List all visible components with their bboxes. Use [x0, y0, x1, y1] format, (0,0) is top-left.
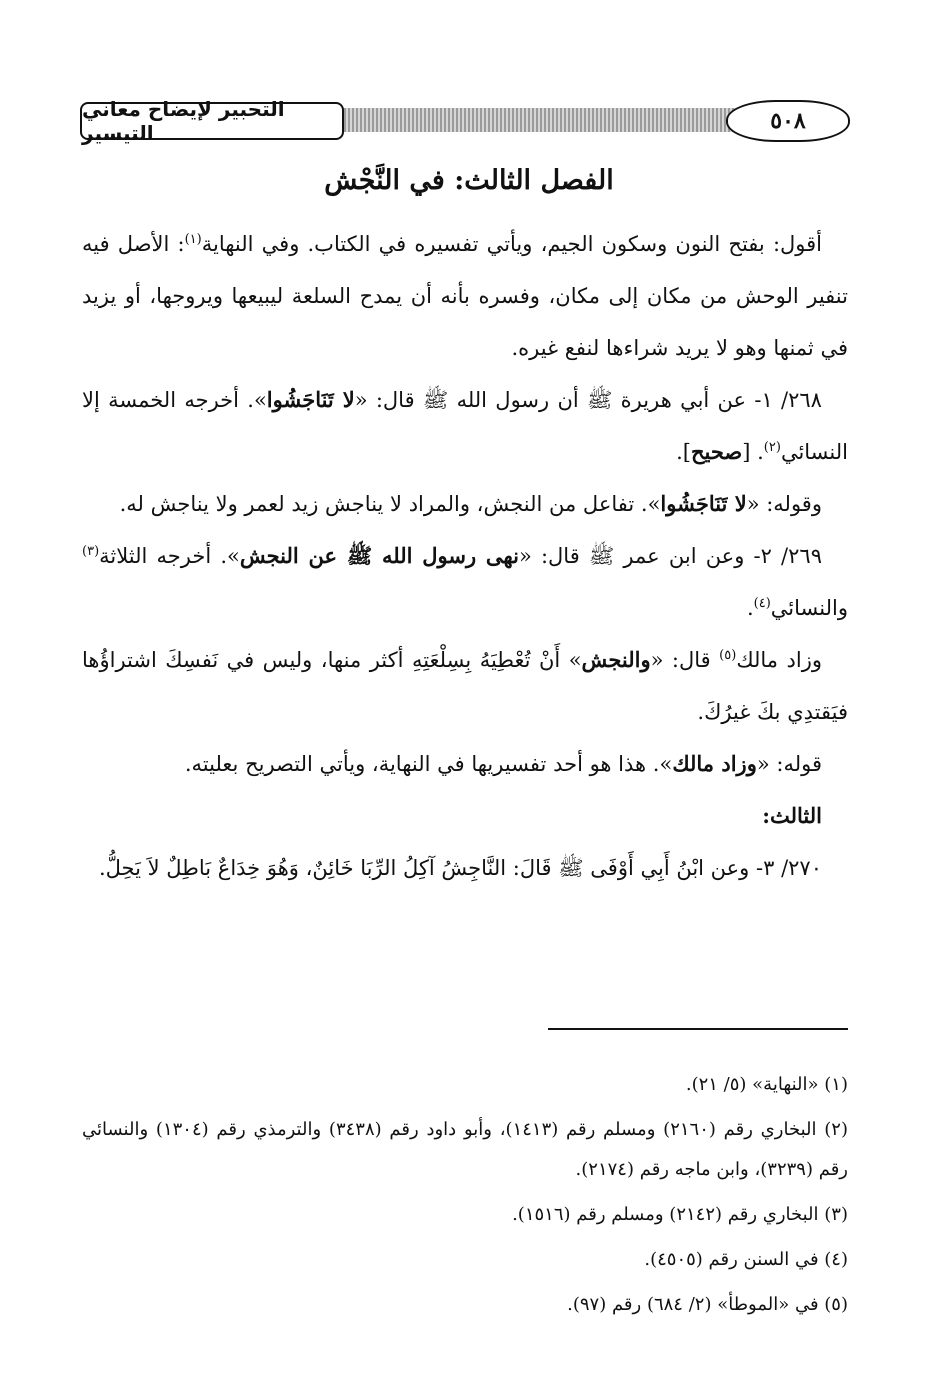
page-number: ٥٠٨ — [726, 100, 850, 142]
footnote: (٤) في السنن رقم (٤٥٠٥). — [644, 1249, 848, 1270]
hadith-grade: صحيح — [690, 439, 743, 464]
text: وقوله: « — [746, 492, 822, 516]
text: ». تفاعل من النجش، والمراد لا يناجش زيد لعمر ولا يناجش له. — [119, 492, 661, 516]
page-header — [80, 97, 850, 145]
footnote: (٥) في «الموطأ» (٢/ ٦٨٤) رقم (٩٧). — [567, 1294, 848, 1315]
hadith-270: ٢٧٠/ ٣- وعن ابْنُ أَبِي أَوْفَى ﷺ قَالَ: النَّاجِشُ آكِلُ الرِّبَا خَائِنٌ، وَهُوَ خِدَاعٌ بَاطِلٌ لاَ يَحِلُّ. — [98, 856, 822, 880]
text: ٢٦٨/ ١- عن أبي هريرة ﷺ أن رسول الله ﷺ قال: « — [354, 388, 822, 412]
text: قوله: « — [756, 752, 822, 776]
main-text — [82, 218, 848, 894]
footnote-divider — [548, 1028, 848, 1030]
text: والنسائي — [770, 596, 848, 620]
book-title: التحبير لإيضاح معاني التيسير — [80, 102, 344, 140]
hadith-quote: لا تَنَاجَشُوا — [266, 387, 355, 412]
paragraph-commentary-2 — [82, 738, 848, 790]
text: ». أخرجه الثلاثة — [99, 544, 240, 568]
footnotes — [82, 1065, 848, 1330]
text: ». أخرجه الخمسة إلا النسائي — [82, 388, 848, 464]
paragraph-intro — [82, 218, 848, 374]
footnote: (١) «النهاية» (٥/ ٢١). — [685, 1074, 848, 1095]
hadith-268 — [82, 374, 848, 478]
subheading-third: الثالث: — [762, 803, 822, 828]
footnote: (٣) البخاري رقم (٢١٤٢) ومسلم رقم (١٥١٦). — [512, 1204, 848, 1225]
text: ]. — [676, 440, 691, 464]
footnote-ref: (٤) — [753, 596, 771, 611]
quote: وزاد مالك — [672, 751, 757, 776]
footnote-ref: (٢) — [763, 440, 781, 455]
text: أقول: بفتح النون وسكون الجيم، ويأتي تفسيره في الكتاب. وفي النهاية — [201, 232, 822, 256]
footnote-ref: (٥) — [719, 648, 737, 663]
text: . [ — [742, 440, 764, 464]
header-band — [340, 108, 790, 132]
footnote-ref: (١) — [184, 232, 202, 247]
text: قال: « — [650, 648, 720, 672]
text: ». هذا هو أحد تفسيريها في النهاية، ويأتي التصريح بعليته. — [184, 752, 673, 776]
paragraph-commentary-1 — [82, 478, 848, 530]
hadith-quote: نهى رسول الله ﷺ عن النجش — [239, 543, 519, 568]
quote: والنجش — [581, 647, 651, 672]
paragraph-malik — [82, 634, 848, 738]
hadith-269 — [82, 530, 848, 634]
text: ٢٦٩/ ٢- وعن ابن عمر ﷺ قال: « — [518, 544, 822, 568]
footnote: (٢) البخاري رقم (٢١٦٠) ومسلم رقم (١٤١٣)، وأبو داود رقم (٣٤٣٨) والترمذي رقم (١٣٠٤) والنسائي رقم (٣٢٣٩)، وابن ماجه رقم (٢١٧٤). — [82, 1119, 848, 1180]
text: . — [746, 596, 754, 620]
text: وزاد مالك — [736, 648, 823, 672]
text: » أَنْ تُعْطِيَهُ بِسِلْعَتِهِ أكثر منها، وليس في نَفسِكَ اشتراؤُها فيَقتدِي بكَ غيرُكَ. — [82, 648, 848, 724]
chapter-title: الفصل الثالث: في النَّجْش — [324, 165, 614, 196]
text: : الأصل فيه تنفير الوحش من مكان إلى مكان، وفسره بأنه أن يمدح السلعة ليبيعها ويروجها، أو يزيد في ثمنها وهو لا يريد شراءها لنفع غيره. — [82, 232, 848, 360]
quote: لا تَنَاجَشُوا — [660, 491, 747, 516]
footnote-ref: (٣) — [82, 544, 100, 559]
